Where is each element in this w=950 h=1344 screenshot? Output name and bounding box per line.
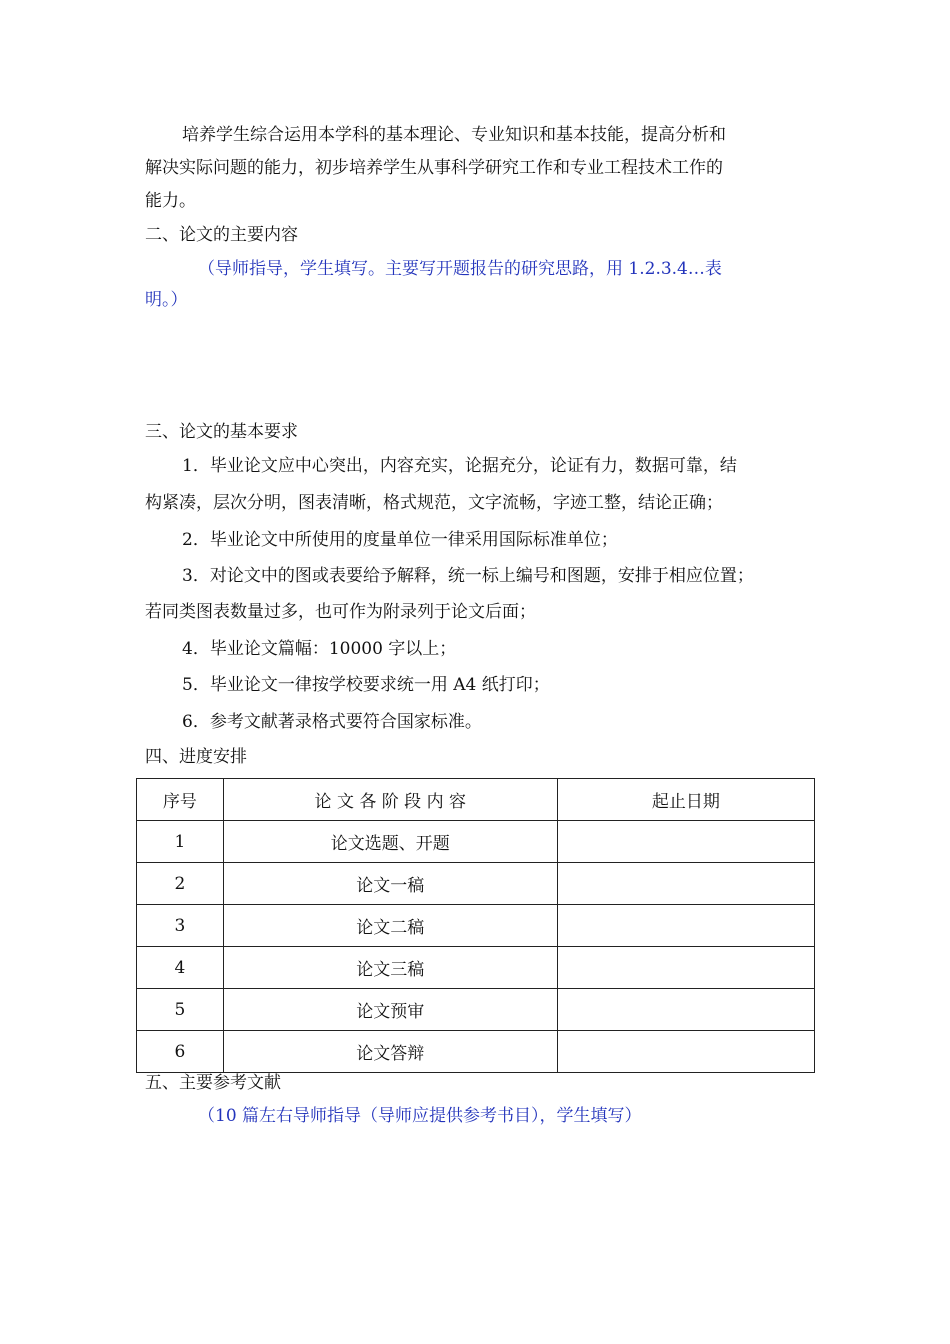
row-date xyxy=(557,1031,814,1073)
table-row xyxy=(137,989,815,1031)
section2-heading: 二、论文的主要内容 xyxy=(145,225,298,245)
row-content: 论文三稿 xyxy=(223,947,557,989)
requirement-3-line-1: 3．对论文中的图或表要给予解释，统一标上编号和图题，安排于相应位置； xyxy=(182,566,754,586)
header-number: 序号 xyxy=(137,779,224,821)
header-content: 论 文 各 阶 段 内 容 xyxy=(223,779,557,821)
table-row xyxy=(137,863,815,905)
requirement-1-line-2: 构紧凑，层次分明，图表清晰，格式规范，文字流畅，字迹工整，结论正确； xyxy=(145,493,723,513)
row-content: 论文一稿 xyxy=(223,863,557,905)
table-row xyxy=(137,821,815,863)
row-number: 4 xyxy=(137,947,224,989)
row-number: 6 xyxy=(137,1031,224,1073)
section2-note-line-2: 明。） xyxy=(145,290,188,310)
row-content: 论文答辩 xyxy=(223,1031,557,1073)
table-row xyxy=(137,947,815,989)
requirement-6: 6．参考文献著录格式要符合国家标准。 xyxy=(182,712,482,732)
table-row xyxy=(137,1031,815,1073)
header-dates: 起止日期 xyxy=(557,779,814,821)
intro-line-1: 培养学生综合运用本学科的基本理论、专业知识和基本技能，提高分析和 xyxy=(182,125,726,145)
section2-note-line-1: （导师指导，学生填写。主要写开题报告的研究思路，用 1.2.3.4…表 xyxy=(198,259,722,279)
row-date xyxy=(557,821,814,863)
table-header-row xyxy=(137,779,815,821)
section4-heading: 四、进度安排 xyxy=(145,747,247,767)
section5-note: （10 篇左右导师指导（导师应提供参考书目），学生填写） xyxy=(198,1106,642,1126)
intro-line-3: 能力。 xyxy=(145,191,196,211)
intro-line-2: 解决实际问题的能力，初步培养学生从事科学研究工作和专业工程技术工作的 xyxy=(145,158,723,178)
section5-heading: 五、主要参考文献 xyxy=(145,1073,281,1093)
row-number: 2 xyxy=(137,863,224,905)
row-content: 论文预审 xyxy=(223,989,557,1031)
requirement-1-line-1: 1．毕业论文应中心突出，内容充实，论据充分，论证有力，数据可靠，结 xyxy=(182,456,737,476)
requirement-4: 4．毕业论文篇幅：10000 字以上； xyxy=(182,639,457,659)
row-number: 3 xyxy=(137,905,224,947)
row-date xyxy=(557,947,814,989)
row-content: 论文二稿 xyxy=(223,905,557,947)
requirement-5: 5．毕业论文一律按学校要求统一用 A4 纸打印； xyxy=(182,675,550,695)
row-number: 5 xyxy=(137,989,224,1031)
requirement-2: 2．毕业论文中所使用的度量单位一律采用国际标准单位； xyxy=(182,530,618,550)
row-number: 1 xyxy=(137,821,224,863)
row-content: 论文选题、开题 xyxy=(223,821,557,863)
row-date xyxy=(557,989,814,1031)
schedule-table xyxy=(136,778,815,1073)
row-date xyxy=(557,905,814,947)
row-date xyxy=(557,863,814,905)
requirement-3-line-2: 若同类图表数量过多，也可作为附录列于论文后面； xyxy=(145,602,536,622)
table-row xyxy=(137,905,815,947)
section3-heading: 三、论文的基本要求 xyxy=(145,422,298,442)
